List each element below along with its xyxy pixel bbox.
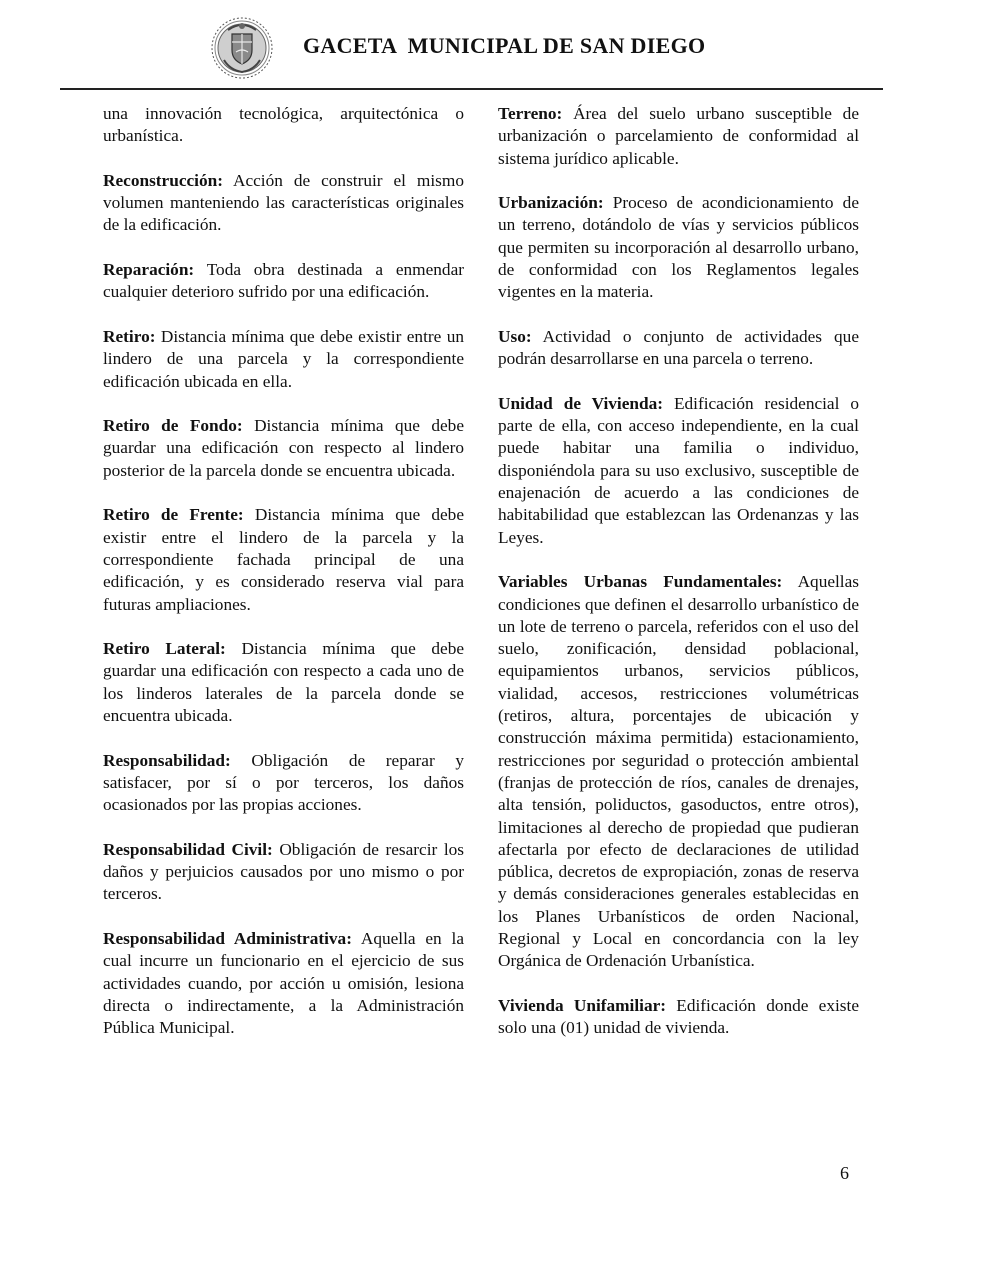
definition-text: Distancia mínima que debe guardar una edificación con respecto al lindero posterior de la parcela donde se encuentra ubicada. [103, 416, 464, 480]
definition-text: Distancia mínima que debe existir entre el lindero de la parcela y la correspondiente fachada principal de una edificación, y es considerado reserva vial para futuras ampliaciones. [103, 505, 464, 614]
right-column [498, 103, 859, 1039]
definition-text: Acción de construir el mismo volumen manteniendo las características originales de la edificación. [103, 170, 464, 235]
definition-term: Vivienda Unifamiliar: [498, 995, 667, 1015]
definition-term: Terreno: [498, 104, 563, 123]
definition-term: Responsabilidad Administrativa: [103, 928, 352, 948]
definition-term: Responsabilidad: [103, 750, 231, 770]
definition-entry [103, 928, 464, 1039]
definition-text: Toda obra destinada a enmendar cualquier deterioro sufrido por una edificación. [103, 260, 464, 302]
page-number: 6 [840, 1163, 849, 1183]
definition-text: Edificación residencial o parte de ella, con acceso independiente, en la cual puede habitar una familia o individuo, disponiéndola para su uso exclusivo, susceptible de enajenación de acuerdo a las condiciones de habitabilidad que establezcan las Ordenanzas y las Leyes. [498, 393, 859, 547]
definition-text: Obligación de reparar y satisfacer, por sí o por terceros, los daños ocasionados por las propias acciones. [103, 750, 464, 815]
definition-text: Proceso de acondicionamiento de un terreno, dotándolo de vías y servicios públicos que permiten su incorporación al desarrollo urbano, de conformidad con los Reglamentos legales vigentes en la materia. [498, 193, 859, 302]
definition-entry [498, 192, 859, 303]
definition-term: Retiro Lateral: [103, 639, 226, 659]
definition-entry [103, 415, 464, 482]
definition-entry [103, 170, 464, 237]
definition-term: Urbanización: [498, 193, 604, 213]
definition-entry [103, 259, 464, 304]
definition-entry [498, 103, 859, 170]
definition-text: Edificación donde existe solo una (01) unidad de vivienda. [498, 995, 859, 1038]
definition-text: Distancia mínima que debe existir entre un lindero de una parcela y la correspondiente edificación ubicada en ella. [103, 326, 464, 391]
definition-term: Retiro de Frente: [103, 505, 244, 525]
definition-term: Uso: [498, 326, 532, 346]
definition-entry [103, 638, 464, 727]
definition-entry [103, 326, 464, 393]
header-rule [60, 88, 883, 90]
definition-entry [498, 995, 859, 1040]
page-header [0, 0, 990, 92]
definition-term: Retiro: [103, 326, 156, 346]
definition-text: Área del suelo urbano susceptible de urbanización o parcelamiento de conformidad al sistema jurídico aplicable. [498, 104, 859, 168]
definition-text: una innovación tecnológica, arquitectónica o urbanística. [103, 104, 464, 146]
definition-term: Responsabilidad Civil: [103, 839, 273, 859]
left-column [103, 103, 464, 1039]
definition-term: Reconstrucción: [103, 170, 223, 190]
definition-entry [498, 326, 859, 371]
definition-text: Aquella en la cual incurre un funcionario en el ejercicio de sus actividades cuando, por acción u omisión, lesiona directa o indirectamente, a la Administración Pública Municipal. [103, 928, 464, 1038]
definition-term: Variables Urbanas Fundamentales: [498, 572, 783, 592]
municipal-seal-icon [210, 16, 274, 80]
definition-text: Aquellas condiciones que definen el desarrollo urbanístico de un lote de terreno o parcela, referidos con el uso del suelo, zonificación, densidad poblacional, equipamientos urbanos, servicios públicos, vialidad, accesos, restricciones volumétricas (retiros, altura, porcentajes de ubicación y construcción máxima permitida) estacionamiento, restricciones por seguridad o protección ambiental (franjas de protección de ríos, canales de drenajes, alta tensión, poliductos, gasoductos, entre otros), limitaciones al derecho de propiedad que pudieran afectarla por efecto de declaraciones de utilidad pública, decretos de expropiación, zonas de reserva y demás consideraciones generales establecidas en los Planes Urbanísticos de orden Nacional, Regional y Local en concordancia con la ley Orgánica de Ordenación Urbanística. [498, 572, 859, 971]
definition-text: Obligación de resarcir los daños y perjuicios causados por uno mismo o por terceros. [103, 839, 464, 904]
definition-term: Reparación: [103, 260, 195, 280]
definition-entry [103, 839, 464, 906]
definition-entry [103, 750, 464, 817]
definition-text: Distancia mínima que debe guardar una edificación con respecto a cada uno de los linderos laterales de la parcela donde se encuentra ubicada. [103, 639, 464, 726]
definition-entry [103, 504, 464, 615]
definition-entry [103, 103, 464, 148]
definition-entry [498, 393, 859, 549]
definition-term: Unidad de Vivienda: [498, 393, 663, 413]
definition-text: Actividad o conjunto de actividades que podrán desarrollarse en una parcela o terreno. [498, 326, 859, 369]
definition-entry [498, 571, 859, 972]
gazette-title: GACETA MUNICIPAL DE SAN DIEGO [303, 33, 706, 58]
definition-term: Retiro de Fondo: [103, 416, 243, 436]
